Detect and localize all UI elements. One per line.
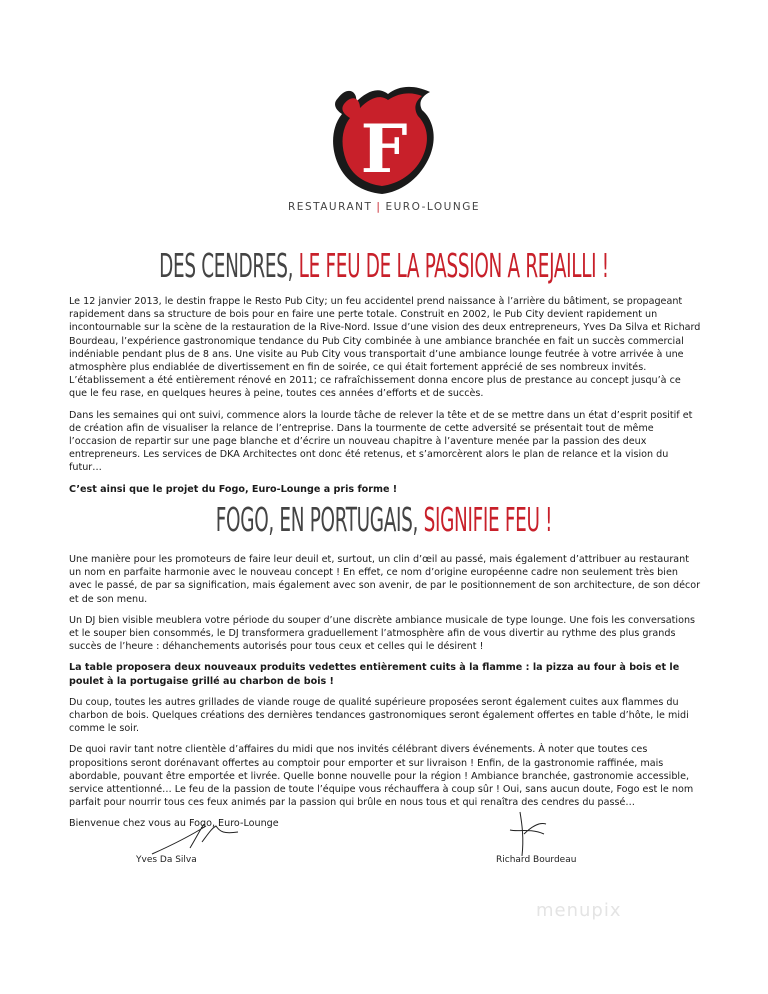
headline2-red: SIGNIFIE FEU !: [423, 500, 553, 539]
brand-tagline: [0, 201, 768, 213]
history-conclusion: C’est ainsi que le projet du Fogo, Euro-Lounge a pris forme !: [69, 483, 398, 495]
concept-paragraph-1: Une manière pour les promoteurs de faire leur deuil et, surtout, un clin d’œil au passé, mais également d’attribuer au restaurant un nom en parfaite harmonie avec le nouveau concept ! En effet, ce nom d’origine européenne cadre non seulement très bien avec le passé, de par sa signification, mais également avec son avenir, de par le positionnement de son architecture, de son décor et de son menu.: [69, 554, 701, 605]
brand-separator: |: [376, 201, 382, 213]
logo-letter: F: [360, 110, 408, 188]
concept-paragraph-5: De quoi ravir tant notre clientèle d’affaires du midi que nos invités célébrant divers événements. À noter que toutes ces propositions seront dorénavant offertes au comptoir pour emporter et sur livraison ! Enfin, de la gastronomie raffinée, mais abordable, pouvant être emportée et livrée. Quelle bonne nouvelle pour la région ! Ambiance branchée, gastronomie accessible, service attentionné… Le feu de la passion de toute l’équipe vous réchauffera à coup sûr ! Oui, sans aucun doute, Fogo est le nom parfait pour nourrir tous ces feux animés par la passion qui brûle en nous tous et qui renaîtra des cendres du passé…: [69, 744, 694, 809]
history-paragraph-1: Le 12 janvier 2013, le destin frappe le Resto Pub City; un feu accidentel prend naissance à l’arrière du bâtiment, se propageant rapidement dans sa structure de bois pour en faire une perte totale. Construit en 2002, le Pub City devient rapidement un incontournable sur la scène de la restauration de la Rive-Nord. Issue d’une vision des deux entrepreneurs, Yves Da Silva et Richard Bourdeau, l’expérience gastronomique tendance du Pub City combinée à une ambiance branchée en fait un succès commercial indéniable pendant plus de 8 ans. Une visite au Pub City vous transportait d’une ambiance lounge feutrée à votre arrivée à une atmosphère plus endiablée de divertissement en fin de soirée, ce qui était fortement apprécié de ses nombreux invités. L’établissement a été entièrement rénové en 2011; ce rafraîchissement donna encore plus de prestance au concept jusqu’à ce que le feu rase, en quelques heures à peine, toutes ces années d’efforts et de succès.: [69, 296, 701, 400]
headline2-dark: FOGO, EN PORTUGAIS,: [215, 500, 424, 539]
concept-paragraph-2: Un DJ bien visible meublera votre période du souper d’une discrète ambiance musicale de type lounge. Une fois les conversations et le souper bien consommés, le DJ transformera graduellement l’atmosphère afin de vous divertir au rythme des plus grands succès de l’heure : déhanchements autorisés pour tous ceux et celles qui le désirent !: [69, 614, 696, 653]
section-history: [69, 295, 701, 504]
signature-name-right: Richard Bourdeau: [496, 855, 577, 865]
headline-des-cendres: [146, 246, 622, 285]
fogo-logo: [318, 80, 448, 200]
headline1-red: LE FEU DE LA PASSION A REJAILLI !: [298, 246, 609, 285]
signature-richard: [500, 810, 560, 860]
headline-fogo: [146, 500, 622, 539]
brand-right: EURO-LOUNGE: [385, 201, 480, 213]
brand-left: RESTAURANT: [288, 201, 373, 213]
history-paragraph-2: Dans les semaines qui ont suivi, commence alors la lourde tâche de relever la tête et de se mettre dans un état d’esprit positif et de création afin de visualiser la relance de l’entreprise. Dans la tourmente de cette adversité se présentait tout de même l’occasion de repartir sur une page blanche et d’écrire un nouveau chapitre à l’aventure menée par la passion des deux entrepreneurs. Les services de DKA Architectes ont donc été retenus, et s’amorcèrent alors le plan de relance et la vision du futur…: [69, 409, 693, 474]
concept-welcome: Bienvenue chez vous au Fogo, Euro-Lounge: [69, 818, 279, 830]
concept-paragraph-3: La table proposera deux nouveaux produits vedettes entièrement cuits à la flamme : la pizza au four à bois et le poulet à la portugaise grillé au charbon de bois !: [69, 662, 680, 687]
headline1-dark: DES CENDRES,: [159, 246, 299, 285]
section-concept: [69, 553, 701, 839]
signature-name-left: Yves Da Silva: [136, 855, 197, 865]
concept-paragraph-4: Du coup, toutes les autres grillades de viande rouge de qualité supérieure proposées seront également cuites aux flammes du charbon de bois. Quelques créations des dernières tendances gastronomiques seront également offertes en table d’hôte, le midi comme le soir.: [69, 696, 689, 735]
watermark: menupix: [536, 900, 622, 921]
signature-yves: [150, 818, 240, 858]
